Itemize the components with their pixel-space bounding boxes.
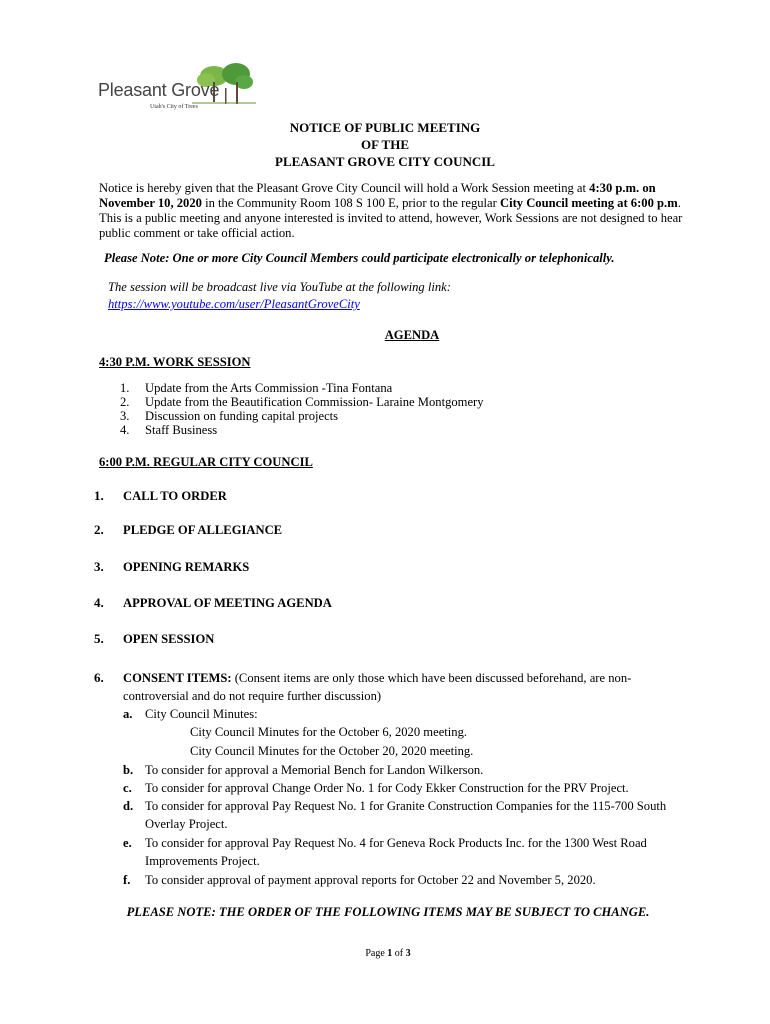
item-number: 6. — [94, 670, 104, 685]
sub-text: To consider for approval Pay Request No. 1 for Granite Construction Companies for the 115-700 South Overlay Project. — [145, 799, 667, 831]
sub-text: To consider for approval Change Order No. 1 for Cody Ekker Construction for the PRV Project. — [145, 781, 629, 795]
item-text: Staff Business — [145, 423, 218, 437]
notice-text-3: . This is a public meeting and anyone interested is invited to attend, however, Work Sessions are not designed to hear public comment or take official action. — [99, 196, 683, 240]
total-pages: 3 — [405, 948, 411, 959]
sub-letter: e. — [123, 836, 132, 850]
item-text: APPROVAL OF MEETING AGENDA — [123, 596, 332, 610]
notice-council-time: City Council meeting at 6:00 p.m — [499, 196, 678, 210]
sub-text: City Council Minutes: — [145, 707, 258, 721]
agenda-item — [94, 488, 227, 504]
city-logo — [96, 62, 260, 122]
notice-time: 4:30 p.m. on November 10, 2020 — [99, 181, 656, 210]
sub-letter: c. — [123, 781, 132, 795]
consent-title: CONSENT ITEMS: — [123, 671, 232, 685]
work-session-item — [120, 409, 338, 423]
agenda-item — [94, 559, 249, 575]
item-number: 1. — [94, 488, 104, 503]
sub-text: City Council Minutes for the October 20, 2020 meeting. — [190, 744, 474, 758]
consent-description — [123, 669, 683, 705]
regular-council-heading: 6:00 P.M. REGULAR CITY COUNCIL — [99, 455, 313, 469]
logo-tagline: Utah's City of Trees — [150, 104, 198, 110]
item-number: 3. — [120, 409, 130, 423]
sub-letter: b. — [123, 763, 134, 777]
item-text: OPEN SESSION — [123, 632, 215, 646]
agenda-item — [94, 522, 282, 538]
notice-text-2: in the Community Room 108 S 100 E, prior to the regular — [201, 196, 500, 210]
order-warning: PLEASE NOTE: THE ORDER OF THE FOLLOWING ITEMS MAY BE SUBJECT TO CHANGE. — [126, 905, 650, 919]
item-number: 3. — [94, 559, 104, 574]
title-line-2: OF THE — [360, 137, 410, 152]
of-label: of — [394, 948, 404, 959]
sub-text: To consider for approval a Memorial Bench for Landon Wilkerson. — [145, 763, 484, 777]
broadcast-text: The session will be broadcast live via YouTube at the following link: — [108, 280, 451, 294]
broadcast-info — [108, 279, 451, 313]
title-line-3: PLEASANT GROVE CITY COUNCIL — [275, 154, 495, 169]
sub-letter: f. — [123, 873, 131, 887]
sub-text: To consider for approval Pay Request No. 4 for Geneva Rock Products Inc. for the 1300 West Road Improvements Project. — [145, 836, 647, 868]
agenda-item — [94, 595, 332, 611]
page-number — [0, 948, 770, 959]
item-number: 2. — [120, 395, 130, 409]
agenda-heading: AGENDA — [384, 328, 440, 342]
item-number: 2. — [94, 522, 104, 537]
participation-note: Please Note: One or more City Council Members could participate electronically or telephonically. — [104, 251, 615, 265]
item-number: 5. — [94, 631, 104, 646]
title-line-1: NOTICE OF PUBLIC MEETING — [289, 120, 481, 135]
sub-letter: d. — [123, 799, 134, 813]
sub-letter: a. — [123, 707, 133, 721]
work-session-item — [120, 395, 484, 409]
consent-desc: (Consent items are only those which have been discussed beforehand, are non-controversial and do not require further discussion) — [123, 671, 632, 703]
work-session-item — [120, 423, 217, 437]
work-session-heading: 4:30 P.M. WORK SESSION — [99, 355, 251, 369]
agenda-item — [94, 631, 214, 647]
sub-text: City Council Minutes for the October 6, 2020 meeting. — [190, 725, 468, 739]
page-label: Page — [365, 948, 385, 959]
notice-text-1: Notice is hereby given that the Pleasant Grove City Council will hold a Work Session meeting at — [99, 181, 590, 195]
current-page: 1 — [387, 948, 393, 959]
item-text: OPENING REMARKS — [123, 560, 250, 574]
item-text: Discussion on funding capital projects — [145, 409, 339, 423]
work-session-item — [120, 381, 392, 395]
youtube-link[interactable]: https://www.youtube.com/user/PleasantGroveCity — [108, 297, 360, 311]
item-number: 4. — [94, 595, 104, 610]
item-text: CALL TO ORDER — [123, 489, 227, 503]
item-number: 1. — [120, 381, 130, 395]
item-text: Update from the Beautification Commission- Laraine Montgomery — [145, 395, 484, 409]
item-text: Update from the Arts Commission -Tina Fontana — [145, 381, 393, 395]
item-text: PLEDGE OF ALLEGIANCE — [123, 523, 283, 537]
sub-text: To consider approval of payment approval reports for October 22 and November 5, 2020. — [145, 873, 596, 887]
logo-name: Pleasant Grove — [98, 80, 220, 100]
item-number: 4. — [120, 423, 130, 437]
notice-paragraph — [99, 181, 684, 241]
